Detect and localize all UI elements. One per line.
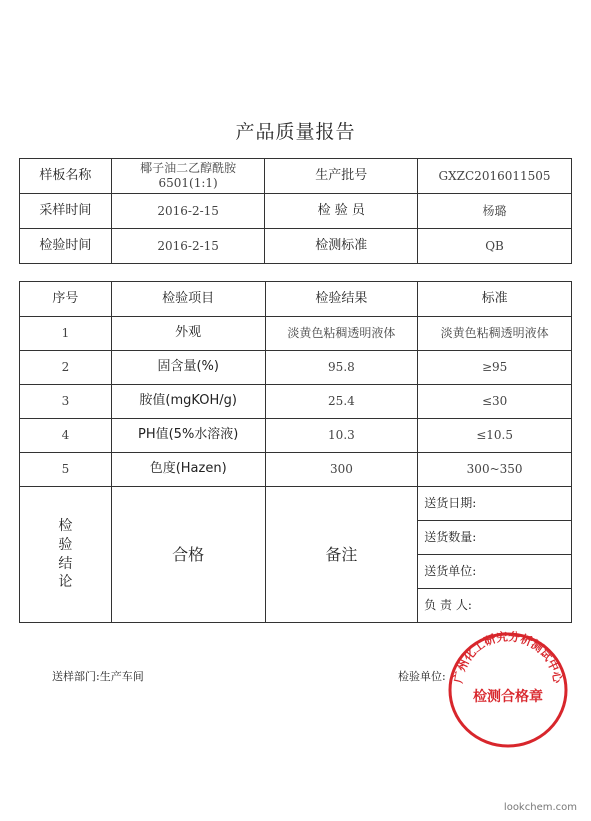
- row-result: 25.4: [265, 385, 418, 419]
- conclusion-char: 检: [58, 517, 73, 534]
- inspection-stamp: [443, 625, 573, 755]
- row-standard: 淡黄色粘稠透明液体: [418, 317, 572, 351]
- row-result: 淡黄色粘稠透明液体: [265, 317, 418, 351]
- watermark: lookchem.com: [503, 802, 577, 813]
- conclusion-label: [20, 487, 112, 623]
- row-no: 2: [20, 351, 112, 385]
- row-no: 3: [20, 385, 112, 419]
- row-item: 色度(Hazen): [111, 453, 265, 487]
- standard-label: 检测标准: [265, 229, 418, 264]
- sample-name-label: 样板名称: [20, 159, 112, 194]
- inspector-value: 杨璐: [418, 194, 572, 229]
- header-no: 序号: [20, 282, 112, 317]
- delivery-unit: 送货单位:: [418, 555, 571, 589]
- sample-name-line1: 椰子油二乙醇酰胺: [140, 161, 237, 175]
- row-result: 95.8: [265, 351, 418, 385]
- row-no: 4: [20, 419, 112, 453]
- standard-value: QB: [418, 229, 572, 264]
- row-item: PH值(5%水溶液): [111, 419, 265, 453]
- sending-department: 送样部门:生产车间: [52, 670, 144, 683]
- row-result: 10.3: [265, 419, 418, 453]
- inspector-label: 检 验 员: [265, 194, 418, 229]
- inspection-time-label: 检验时间: [20, 229, 112, 264]
- conclusion-verdict: 合格: [111, 487, 265, 623]
- table-row: [20, 351, 572, 385]
- inspection-time-value: 2016-2-15: [111, 229, 265, 264]
- sampling-time-value: 2016-2-15: [111, 194, 265, 229]
- table-row: [20, 453, 572, 487]
- table-row: [20, 194, 572, 229]
- header-standard: 标准: [418, 282, 572, 317]
- responsible-person: 负 责 人:: [424, 598, 472, 612]
- stamp-ring-text: 广州化工研究分析测试中心: [450, 629, 566, 685]
- conclusion-char: 结: [58, 555, 73, 572]
- delivery-info: [418, 487, 572, 623]
- results-header-row: [20, 282, 572, 317]
- report-title: 产品质量报告: [235, 121, 356, 143]
- table-row: [20, 317, 572, 351]
- row-standard: 300~350: [418, 453, 572, 487]
- svg-text:广州化工研究分析测试中心: [451, 629, 565, 684]
- batch-label: 生产批号: [265, 159, 418, 194]
- row-standard: ≤10.5: [418, 419, 572, 453]
- sample-name-value: [111, 159, 265, 194]
- stamp-center-text: 检测合格章: [473, 689, 543, 705]
- header-result: 检验结果: [265, 282, 418, 317]
- row-item: 外观: [111, 317, 265, 351]
- row-no: 5: [20, 453, 112, 487]
- batch-value: GXZC2016011505: [418, 159, 572, 194]
- table-row: [20, 159, 572, 194]
- row-standard: ≤30: [418, 385, 572, 419]
- row-result: 300: [265, 453, 418, 487]
- inspection-unit: 检验单位:: [398, 670, 446, 683]
- row-item: 固含量(%): [111, 351, 265, 385]
- conclusion-char: 验: [58, 536, 73, 553]
- sampling-time-label: 采样时间: [20, 194, 112, 229]
- header-item: 检验项目: [111, 282, 265, 317]
- row-standard: ≥95: [418, 351, 572, 385]
- table-row: [20, 419, 572, 453]
- results-table: [19, 281, 572, 623]
- table-row: [20, 385, 572, 419]
- sample-name-line2: 6501(1:1): [158, 176, 218, 190]
- conclusion-row: [20, 487, 572, 623]
- delivery-qty: 送货数量:: [418, 521, 571, 555]
- conclusion-char: 论: [58, 574, 73, 591]
- row-item: 胺值(mgKOH/g): [111, 385, 265, 419]
- row-no: 1: [20, 317, 112, 351]
- delivery-subtable: [418, 487, 571, 622]
- sample-info-table: [19, 158, 572, 264]
- table-row: [20, 229, 572, 264]
- delivery-date: 送货日期:: [418, 487, 571, 521]
- remark-label: 备注: [265, 487, 418, 623]
